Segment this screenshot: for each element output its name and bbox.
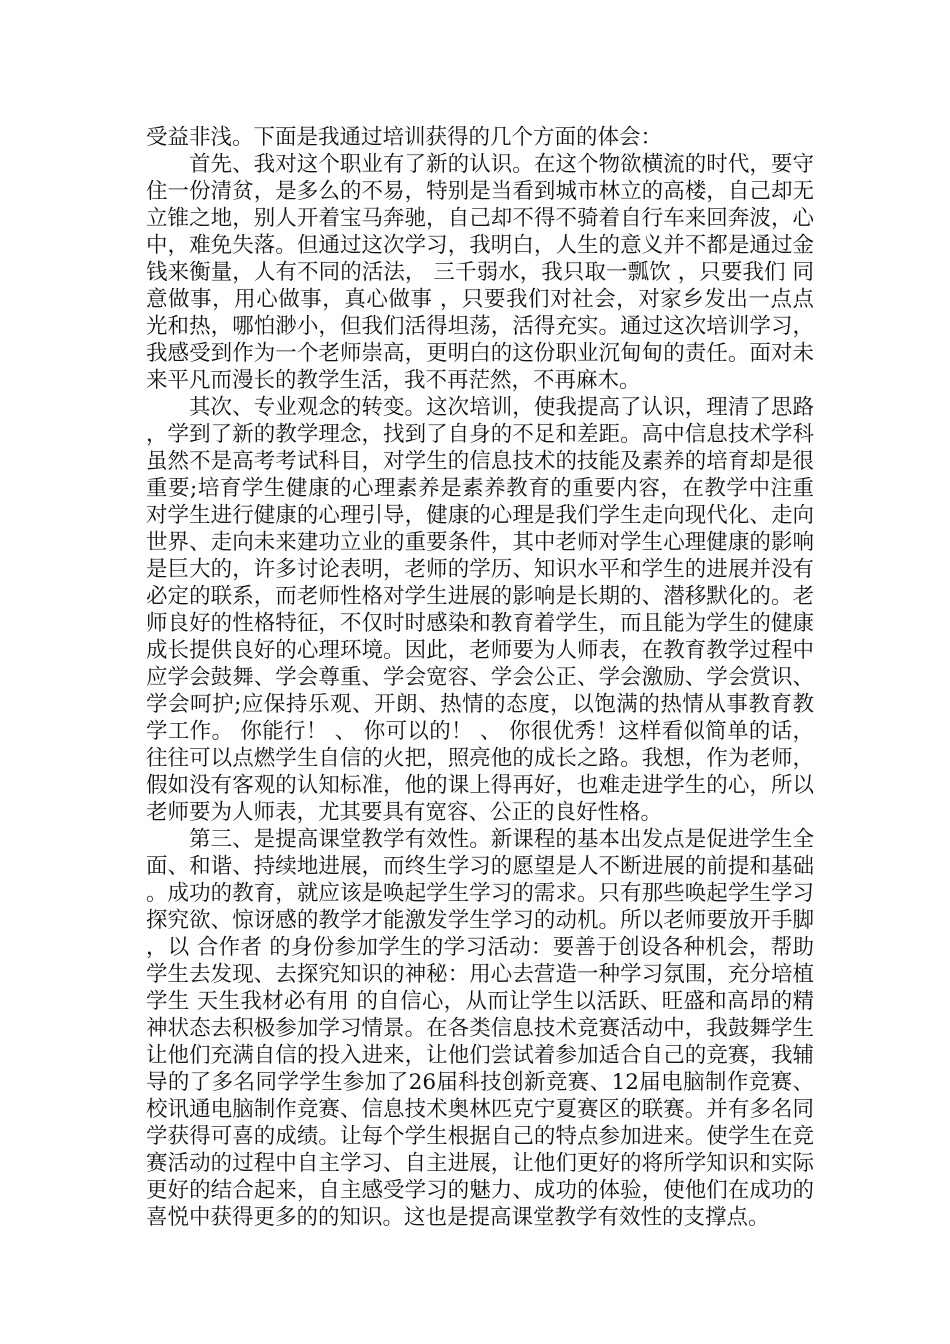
- paragraph-second-point: 其次、专业观念的转变。这次培训，使我提高了认识，理清了思路，学到了新的教学理念，找到了自身的不足和差距。高中信息技术学科虽然不是高考考试科目，对学生的信息技术的技能及素养的培育却是很重要;培育学生健康的心理素养是素养教育的重要内容，在教学中注重对学生进行健康的心理引导，健康的心理是我们学生走向现代化、走向世界、走向未来建功立业的重要条件，其中老师对学生心理健康的影响是巨大的，许多讨论表明，老师的学历、知识水平和学生的进展并没有必定的联系，而老师性格对学生进展的影响是长期的、潜移默化的。老师良好的性格特征，不仅时时感染和教育着学生，而且能为学生的健康成长提供良好的心理环境。因此，老师要为人师表，在教育教学过程中应学会鼓舞、学会尊重、学会宽容、学会公正、学会激励、学会赏识、学会呵护;应保持乐观、开朗、热情的态度，以饱满的热情从事教育教学工作。 你能行！ 、 你可以的！ 、 你很优秀！这样看似简单的话，往往可以点燃学生自信的火把，照亮他的成长之路。我想，作为老师，假如没有客观的认知标准，他的课上得再好，也难走进学生的心，所以老师要为人师表，尤其要具有宽容、公正的良好性格。: [146, 395, 814, 825]
- paragraph-intro: 受益非浅。下面是我通过培训获得的几个方面的体会：: [146, 125, 663, 150]
- document-page: [146, 124, 814, 1231]
- paragraph-third-point: 第三、是提高课堂教学有效性。新课程的基本出发点是促进学生全面、和谐、持续地进展，而终生学习的愿望是人不断进展的前提和基础。成功的教育，就应该是唤起学生学习的需求。只有那些唤起学生学习探究欲、惊讶感的教学才能激发学生学习的动机。所以老师要放开手脚，以 合作者 的身份参加学生的学习活动：要善于创设各种机会，帮助学生去发现、去探究知识的神秘：用心去营造一种学习氛围，充分培植学生 天生我材必有用 的自信心，从而让学生以活跃、旺盛和高昂的精神状态去积极参加学习情景。在各类信息技术竞赛活动中，我鼓舞学生让他们充满自信的投入进来，让他们尝试着参加适合自己的竞赛，我辅导的了多名同学学生参加了26届科技创新竞赛、12届电脑制作竞赛、校讯通电脑制作竞赛、信息技术奥林匹克宁夏赛区的联赛。并有多名同学获得可喜的成绩。让每个学生根据自己的特点参加进来。使学生在竞赛活动的过程中自主学习、自主进展，让他们更好的将所学知识和实际更好的结合起来，自主感受学习的魅力、成功的体验，使他们在成功的喜悦中获得更多的的知识。这也是提高课堂教学有效性的支撑点。: [146, 827, 814, 1230]
- paragraph-first-point: 首先、我对这个职业有了新的认识。在这个物欲横流的时代，要守住一份清贫，是多么的不易，特别是当看到城市林立的高楼，自己却无立锥之地，别人开着宝马奔驰，自己却不得不骑着自行车来回奔波，心中，难免失落。但通过这次学习，我明白，人生的意义并不都是通过金钱来衡量，人有不同的活法， 三千弱水，我只取一瓢饮 ，只要我们 同意做事，用心做事，真心做事 ，只要我们对社会，对家乡发出一点点光和热，哪怕渺小，但我们活得坦荡，活得充实。通过这次培训学习，我感受到作为一个老师崇高，更明白的这份职业沉甸甸的责任。面对未来平凡而漫长的教学生活，我不再茫然，不再麻木。: [146, 152, 814, 393]
